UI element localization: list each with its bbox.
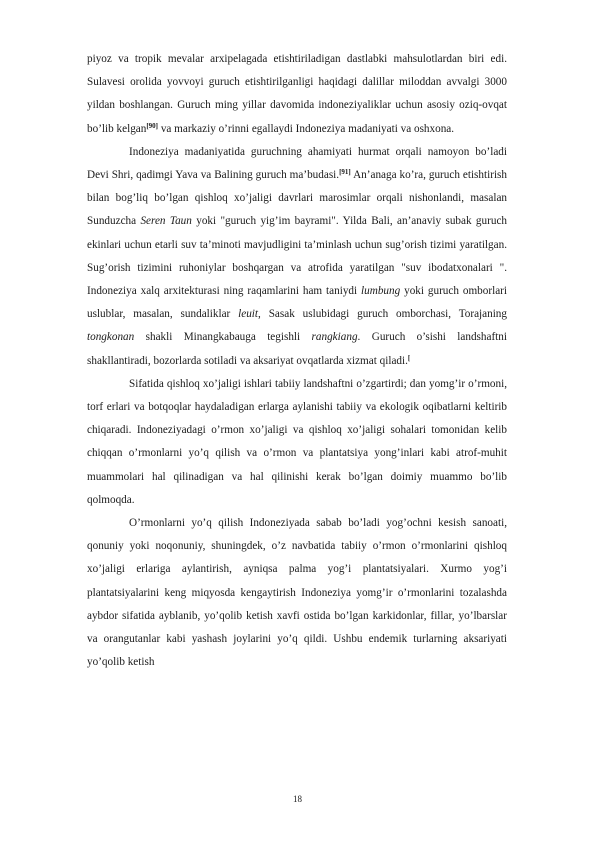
paragraph [87,373,507,512]
text-run: , Sasak uslubidagi guruch omborchasi, Torajaning [258,308,507,321]
citation-ref: [91] [339,168,351,177]
text-run: An’anaga ko’ra, guruch etishtirish bilan bog’liq bo’lgan qishloq xo’jaligi davrlari marosimlar orqali nishonlandi, masalan Sunduzcha [87,169,507,228]
text-run: va markaziy o’rinni egallaydi Indoneziya madaniyati va oshxona. [158,122,455,135]
paragraph [87,141,507,373]
citation-ref: [90] [146,121,159,130]
text-run: Sifatida qishloq xo’jaligi ishlari tabiiy landshaftni o’zgartirdi; dan yomg’ir o’rmoni, torf erlari va botqoqlar haydaladigan erlarga aylanishi tabiiy va ekologik oqibatlarni keltirib chiqaradi. Indoneziyadagi o’rmon xo’jaligi va qishloq xo’jaligi sohalari tomonidan kelib chiqqan o’rmonlarni yo’q qilish va o’rmon va plantatsiya yong’inlari kabi atrof-muhit muammolari hal qilinadigan va hal qilinishi kerak bo’lgan doimiy muammo bo’lib qolmoqda. [87,377,507,506]
text-run: yoki guruch omborlari uslublar, masalan, sundaliklar [87,285,507,321]
italic-term: Seren Taun [140,215,192,228]
paragraph [87,48,507,141]
text-run: Indoneziya madaniyatida guruchning ahamiyati hurmat orqali namoyon bo’ladi Devi Shri, qadimgi Yava va Balining guruch ma’budasi. [87,145,507,182]
page-number: 18 [293,794,302,804]
paragraph [87,512,507,674]
italic-term: rangkiang [311,331,358,344]
text-run: . Guruch o’sishi landshaftni shakllantiradi, bozorlarda sotiladi va aksariyat ovqatlarda xizmat qiladi. [87,331,507,367]
italic-term: tongkonan [87,331,135,344]
text-run: yoki "guruch yig’im bayrami". Yilda Bali, an’anaviy subak guruch ekinlari uchun etarli suv ta’minoti mavjudligini ta’minlash uchun sug’orish tizimi yaratilgan. Sug’orish tizimini ruhoniylar boshqargan va atrofida yaratilgan "suv ibodatxonalari ". Indoneziya xalq arxitekturasi ning raqamlarini ham taniydi [87,215,507,298]
italic-term: leuit [238,308,259,321]
italic-term: lumbung [361,285,401,298]
text-run: shakli Minangkabauga tegishli [134,331,312,344]
body-text [87,48,507,674]
citation-ref: [ [407,353,411,362]
text-run: O’rmonlarni yo’q qilish Indoneziyada sabab bo’ladi yog’ochni kesish sanoati, qonuniy yoki noqonuniy, shuningdek, o’z navbatida tabiiy o’rmon o’rmonlarini qishloq xo’jaligi erlariga aylantirish, ayniqsa palma yog’i plantatsiyalari. Xurmo yog’i plantatsiyalarini keng miqyosda kengaytirish Indoneziya yomg’ir o’rmonlarini tozalashda aybdor sifatida ayblanib, yo’qolib ketish xavfi ostida bo’lgan karkidonlar, fillar, yo’lbarslar va orangutanlar kabi yashash joylarini yo’q qildi. Ushbu endemik turlarning aksariyati yo’qolib ketish [87,517,507,669]
text-run: piyoz va tropik mevalar arxipelagada etishtiriladigan dastlabki mahsulotlardan biri edi. Sulavesi orolida yovvoyi guruch etishtirilganligi haqidagi dalillar miloddan avvalgi 3000 yildan boshlangan. Guruch ming yillar davomida indoneziyaliklar uchun asosiy oziq-ovqat bo’lib kelgan [87,53,507,135]
